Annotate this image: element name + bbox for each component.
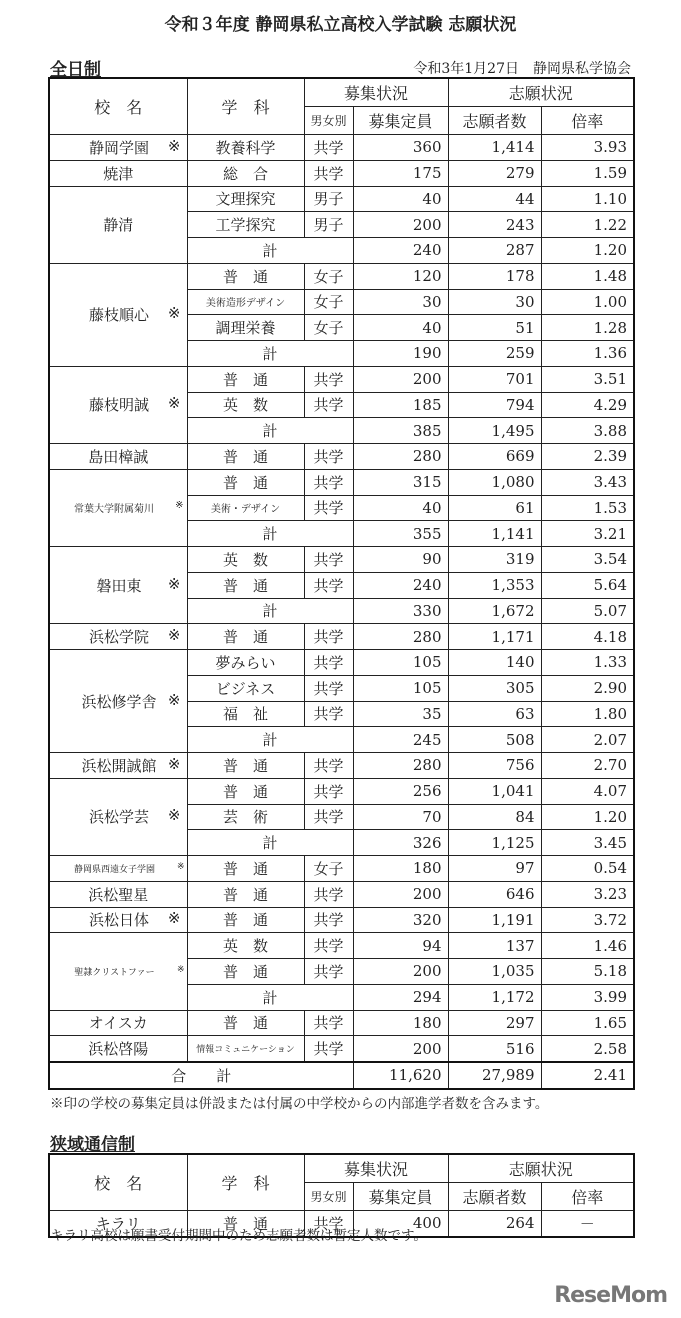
gender: 共学 <box>304 1036 353 1062</box>
table-row <box>49 160 634 186</box>
applicants: 84 <box>448 804 541 830</box>
applicants: 1,191 <box>448 907 541 933</box>
ratio: 1.28 <box>541 315 634 341</box>
subtotal-label: 計 <box>187 830 353 856</box>
ratio: 1.65 <box>541 1010 634 1036</box>
quota: 180 <box>353 856 448 882</box>
gender: 共学 <box>304 753 353 779</box>
internal-note-mark: ※ <box>167 626 181 645</box>
course: 美術・デザイン <box>187 495 304 521</box>
school-name <box>49 933 187 1010</box>
course: 普 通 <box>187 856 304 882</box>
applicants: 97 <box>448 856 541 882</box>
ratio: 5.18 <box>541 959 634 985</box>
course: 普 通 <box>187 1211 304 1237</box>
applicants: 61 <box>448 495 541 521</box>
gender: 共学 <box>304 959 353 985</box>
gender: 共学 <box>304 650 353 676</box>
ratio: 3.88 <box>541 418 634 444</box>
internal-note-mark: ※ <box>167 136 181 155</box>
quota: 385 <box>353 418 448 444</box>
course: 普 通 <box>187 624 304 650</box>
ratio: 3.99 <box>541 984 634 1010</box>
date-publisher: 令和3年1月27日 静岡県私学協会 <box>413 61 631 77</box>
subtotal-label: 計 <box>187 238 353 264</box>
section-heading-correspondence: 狭域通信制 <box>50 1135 135 1155</box>
gender: 共学 <box>304 778 353 804</box>
school-name <box>49 135 187 161</box>
table-row <box>49 753 634 779</box>
quota: 240 <box>353 572 448 598</box>
school-name-text: 浜松開誠館 <box>81 756 157 775</box>
applicants: 287 <box>448 238 541 264</box>
header-quota: 募集定員 <box>353 107 448 135</box>
applicants: 305 <box>448 675 541 701</box>
ratio: 3.45 <box>541 830 634 856</box>
ratio: 2.58 <box>541 1036 634 1062</box>
quota: 200 <box>353 366 448 392</box>
course: 芸 術 <box>187 804 304 830</box>
internal-note-mark: ※ <box>167 574 181 593</box>
gender: 男子 <box>304 186 353 212</box>
header-recruit: 募集状況 <box>304 1154 448 1183</box>
quota: 400 <box>353 1211 448 1237</box>
internal-note-mark: ※ <box>167 754 181 773</box>
header-school: 校 名 <box>49 78 187 135</box>
school-name-text: 浜松日体 <box>88 911 149 930</box>
table-row <box>49 881 634 907</box>
gender: 共学 <box>304 495 353 521</box>
gender: 共学 <box>304 701 353 727</box>
quota: 40 <box>353 495 448 521</box>
course: 英 数 <box>187 392 304 418</box>
quota: 256 <box>353 778 448 804</box>
ratio: 2.07 <box>541 727 634 753</box>
applicants: 137 <box>448 933 541 959</box>
school-name <box>49 778 187 855</box>
quota: 200 <box>353 212 448 238</box>
quota: 35 <box>353 701 448 727</box>
quota: 70 <box>353 804 448 830</box>
quota: 175 <box>353 160 448 186</box>
school-name <box>49 1010 187 1036</box>
header-apply: 志願状況 <box>448 78 634 107</box>
gender: 共学 <box>304 392 353 418</box>
subtotal-label: 計 <box>187 521 353 547</box>
applicants: 1,495 <box>448 418 541 444</box>
ratio: 1.59 <box>541 160 634 186</box>
school-name-text: 浜松学院 <box>88 628 149 647</box>
school-name <box>49 186 187 263</box>
table-row <box>49 366 634 392</box>
gender: 共学 <box>304 933 353 959</box>
applicants: 51 <box>448 315 541 341</box>
ratio: 3.93 <box>541 135 634 161</box>
quota: 40 <box>353 315 448 341</box>
header-ratio: 倍率 <box>541 107 634 135</box>
internal-note-mark: ※ <box>167 304 181 323</box>
ratio: 5.64 <box>541 572 634 598</box>
header-course: 学 科 <box>187 1154 304 1211</box>
quota: 200 <box>353 881 448 907</box>
ratio: － <box>541 1211 634 1237</box>
gender: 共学 <box>304 881 353 907</box>
quota: 280 <box>353 753 448 779</box>
school-name <box>49 650 187 753</box>
quota: 40 <box>353 186 448 212</box>
course: 普 通 <box>187 444 304 470</box>
ratio: 3.54 <box>541 547 634 573</box>
ratio: 2.39 <box>541 444 634 470</box>
quota: 105 <box>353 650 448 676</box>
quota: 90 <box>353 547 448 573</box>
subtotal-label: 計 <box>187 341 353 367</box>
gender: 共学 <box>304 469 353 495</box>
ratio: 3.21 <box>541 521 634 547</box>
applicants: 178 <box>448 263 541 289</box>
table-row <box>49 1036 634 1062</box>
course: 普 通 <box>187 1010 304 1036</box>
ratio: 2.41 <box>541 1062 634 1089</box>
course: 普 通 <box>187 907 304 933</box>
applicants: 756 <box>448 753 541 779</box>
school-name-text: 浜松啓陽 <box>88 1040 149 1059</box>
grand-total-row <box>49 1062 634 1089</box>
course: 普 通 <box>187 753 304 779</box>
gender: 共学 <box>304 624 353 650</box>
header-ratio: 倍率 <box>541 1183 634 1211</box>
subtotal-label: 計 <box>187 418 353 444</box>
course: 普 通 <box>187 263 304 289</box>
applicants: 1,035 <box>448 959 541 985</box>
quota: 330 <box>353 598 448 624</box>
applicants: 646 <box>448 881 541 907</box>
header-applicants: 志願者数 <box>448 107 541 135</box>
quota: 245 <box>353 727 448 753</box>
course: 夢みらい <box>187 650 304 676</box>
ratio: 1.46 <box>541 933 634 959</box>
school-name-text: 島田樟誠 <box>88 447 149 466</box>
gender: 共学 <box>304 444 353 470</box>
resemom-logo: ReseMom <box>554 1283 667 1308</box>
table-row <box>49 186 634 212</box>
ratio: 1.22 <box>541 212 634 238</box>
gender: 共学 <box>304 160 353 186</box>
header-apply: 志願状況 <box>448 1154 634 1183</box>
quota: 355 <box>353 521 448 547</box>
school-name-text: 藤枝明誠 <box>88 396 149 415</box>
ratio: 3.23 <box>541 881 634 907</box>
school-name-text: 静清 <box>103 216 134 235</box>
quota: 320 <box>353 907 448 933</box>
applicants: 794 <box>448 392 541 418</box>
quota: 294 <box>353 984 448 1010</box>
grand-total-label: 合 計 <box>49 1062 353 1089</box>
school-name-text: 藤枝順心 <box>88 306 149 325</box>
gender: 男子 <box>304 212 353 238</box>
applicants: 1,041 <box>448 778 541 804</box>
internal-note-mark: ※ <box>167 394 181 413</box>
school-name-text: 浜松学芸 <box>88 808 149 827</box>
ratio: 1.10 <box>541 186 634 212</box>
table-row <box>49 263 634 289</box>
school-name-text: 磐田東 <box>96 576 142 595</box>
school-name <box>49 1036 187 1062</box>
footnote: ※印の学校の募集定員は併設または付属の中学校からの内部進学者数を含みます。 <box>50 1096 549 1112</box>
quota: 30 <box>353 289 448 315</box>
applicants: 27,989 <box>448 1062 541 1089</box>
quota: 280 <box>353 444 448 470</box>
gender: 女子 <box>304 856 353 882</box>
gender: 共学 <box>304 804 353 830</box>
quota: 240 <box>353 238 448 264</box>
page-title: 令和３年度 静岡県私立高校入学試験 志願状況 <box>164 15 517 35</box>
header-school: 校 名 <box>49 1154 187 1211</box>
table-row <box>49 907 634 933</box>
table-row <box>49 856 634 882</box>
internal-note-mark: ※ <box>167 909 181 928</box>
applicants: 140 <box>448 650 541 676</box>
ratio: 4.18 <box>541 624 634 650</box>
quota: 200 <box>353 1036 448 1062</box>
course: 普 通 <box>187 572 304 598</box>
applicants: 1,353 <box>448 572 541 598</box>
applicants: 1,414 <box>448 135 541 161</box>
school-name <box>49 366 187 443</box>
quota: 326 <box>353 830 448 856</box>
quota: 120 <box>353 263 448 289</box>
gender: 共学 <box>304 135 353 161</box>
course: 教養科学 <box>187 135 304 161</box>
ratio: 1.00 <box>541 289 634 315</box>
school-name-text: 浜松修学舎 <box>81 692 157 711</box>
school-name-text: 静岡学園 <box>88 138 149 157</box>
header-recruit: 募集状況 <box>304 78 448 107</box>
course: ビジネス <box>187 675 304 701</box>
table-row <box>49 1010 634 1036</box>
table-row <box>49 135 634 161</box>
school-name: キラリ <box>49 1211 187 1237</box>
ratio: 0.54 <box>541 856 634 882</box>
ratio: 1.36 <box>541 341 634 367</box>
header-course: 学 科 <box>187 78 304 135</box>
ratio: 3.43 <box>541 469 634 495</box>
school-name-text: 浜松聖星 <box>88 885 149 904</box>
school-name-text: 焼津 <box>103 164 134 183</box>
ratio: 1.33 <box>541 650 634 676</box>
subtotal-label: 計 <box>187 598 353 624</box>
gender: 女子 <box>304 289 353 315</box>
subtotal-label: 計 <box>187 984 353 1010</box>
ratio: 4.07 <box>541 778 634 804</box>
course: 文理探究 <box>187 186 304 212</box>
quota: 315 <box>353 469 448 495</box>
ratio: 4.29 <box>541 392 634 418</box>
quota: 360 <box>353 135 448 161</box>
ratio: 5.07 <box>541 598 634 624</box>
applicants: 1,125 <box>448 830 541 856</box>
applicants: 279 <box>448 160 541 186</box>
gender: 共学 <box>304 572 353 598</box>
school-name-text: 聖隷クリストファー <box>74 967 155 978</box>
applicants: 701 <box>448 366 541 392</box>
gender: 共学 <box>304 547 353 573</box>
school-name <box>49 263 187 366</box>
applicants: 30 <box>448 289 541 315</box>
applicants: 516 <box>448 1036 541 1062</box>
applicants: 508 <box>448 727 541 753</box>
quota: 185 <box>353 392 448 418</box>
gender: 共学 <box>304 1010 353 1036</box>
gender: 共学 <box>304 366 353 392</box>
header-gender: 男女別 <box>304 1183 353 1211</box>
school-name-text: 常葉大学附属菊川 <box>74 504 155 516</box>
quota: 105 <box>353 675 448 701</box>
school-name <box>49 624 187 650</box>
gender: 共学 <box>304 907 353 933</box>
applicants: 63 <box>448 701 541 727</box>
ratio: 2.90 <box>541 675 634 701</box>
footnote-correspondence: キラリ高校は願書受付期間中のため志願者数は暫定人数です。 <box>50 1228 427 1244</box>
applicants: 1,171 <box>448 624 541 650</box>
table-row <box>49 778 634 804</box>
table-row <box>49 444 634 470</box>
course: 美術造形デザイン <box>187 289 304 315</box>
internal-note-mark: ※ <box>176 964 185 975</box>
school-name <box>49 881 187 907</box>
ratio: 3.51 <box>541 366 634 392</box>
course: 普 通 <box>187 881 304 907</box>
table-row <box>49 469 634 495</box>
ratio: 1.53 <box>541 495 634 521</box>
header-applicants: 志願者数 <box>448 1183 541 1211</box>
internal-note-mark: ※ <box>175 500 184 512</box>
school-name <box>49 547 187 624</box>
course: 情報コミュニケーション <box>187 1036 304 1062</box>
ratio: 3.72 <box>541 907 634 933</box>
course: 英 数 <box>187 933 304 959</box>
gender: 女子 <box>304 315 353 341</box>
applicants: 259 <box>448 341 541 367</box>
quota: 180 <box>353 1010 448 1036</box>
applicants: 1,672 <box>448 598 541 624</box>
quota: 200 <box>353 959 448 985</box>
table-row <box>49 650 634 676</box>
course: 英 数 <box>187 547 304 573</box>
course: 福 祉 <box>187 701 304 727</box>
course: 工学探究 <box>187 212 304 238</box>
ratio: 2.70 <box>541 753 634 779</box>
header-quota: 募集定員 <box>353 1183 448 1211</box>
course: 調理栄養 <box>187 315 304 341</box>
school-name-text: 静岡県西遠女子学園 <box>73 864 155 875</box>
ratio: 1.20 <box>541 804 634 830</box>
ratio: 1.48 <box>541 263 634 289</box>
school-name <box>49 160 187 186</box>
internal-note-mark: ※ <box>167 806 181 825</box>
school-name-text: オイスカ <box>88 1014 148 1033</box>
applicants: 243 <box>448 212 541 238</box>
school-name <box>49 444 187 470</box>
applicants: 264 <box>448 1211 541 1237</box>
course: 普 通 <box>187 778 304 804</box>
course: 普 通 <box>187 469 304 495</box>
applicants: 44 <box>448 186 541 212</box>
course: 普 通 <box>187 366 304 392</box>
course: 総 合 <box>187 160 304 186</box>
applicants: 319 <box>448 547 541 573</box>
school-name <box>49 856 187 882</box>
header-gender: 男女別 <box>304 107 353 135</box>
applicants: 669 <box>448 444 541 470</box>
subtotal-label: 計 <box>187 727 353 753</box>
gender: 共学 <box>304 1211 353 1237</box>
applicants: 297 <box>448 1010 541 1036</box>
table-row <box>49 624 634 650</box>
quota: 190 <box>353 341 448 367</box>
section-heading-fulltime: 全日制 <box>50 60 101 80</box>
quota: 280 <box>353 624 448 650</box>
quota: 11,620 <box>353 1062 448 1089</box>
school-name <box>49 907 187 933</box>
table-row <box>49 547 634 573</box>
school-name <box>49 469 187 546</box>
applicants: 1,080 <box>448 469 541 495</box>
internal-note-mark: ※ <box>176 861 185 872</box>
applicants: 1,141 <box>448 521 541 547</box>
gender: 女子 <box>304 263 353 289</box>
table-row <box>49 933 634 959</box>
applicants: 1,172 <box>448 984 541 1010</box>
quota: 94 <box>353 933 448 959</box>
ratio: 1.20 <box>541 238 634 264</box>
school-name <box>49 753 187 779</box>
course: 普 通 <box>187 959 304 985</box>
internal-note-mark: ※ <box>167 690 181 709</box>
ratio: 1.80 <box>541 701 634 727</box>
fulltime-table <box>48 77 635 1090</box>
gender: 共学 <box>304 675 353 701</box>
